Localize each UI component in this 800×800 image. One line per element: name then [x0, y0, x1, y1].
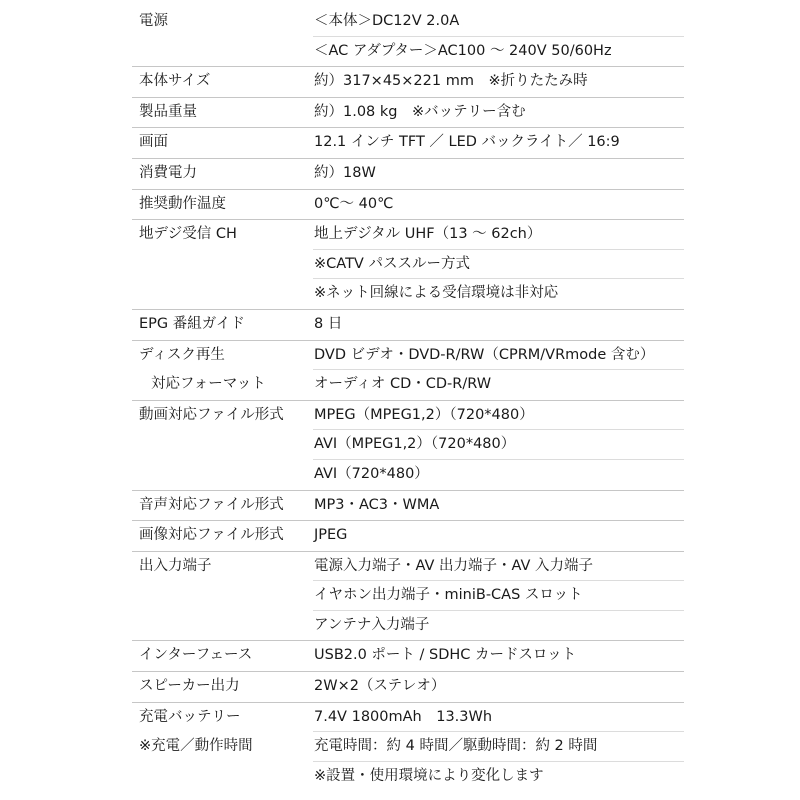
- spec-label: 推奨動作温度: [139, 195, 226, 212]
- spec-row-temperature: [132, 190, 684, 221]
- spec-label-cell: [139, 67, 311, 97]
- spec-value: AVI（MPEG1,2）（720*480）: [313, 430, 684, 460]
- spec-value-cell: [313, 67, 684, 97]
- spec-row-screen: [132, 128, 684, 159]
- spec-label-cell: [139, 672, 311, 702]
- spec-label: 本体サイズ: [139, 73, 211, 90]
- spec-row-speaker: [132, 672, 684, 703]
- spec-label-cell: [139, 491, 311, 521]
- spec-value: 7.4V 1800mAh 13.3Wh: [313, 703, 684, 733]
- spec-value: ＜AC アダプター＞AC100 ～ 240V 50/60Hz: [314, 42, 612, 59]
- spec-value: USB2.0 ポート / SDHC カードスロット: [314, 647, 577, 664]
- spec-label: 出入力端子: [139, 557, 212, 574]
- spec-value-cell: [313, 310, 684, 340]
- spec-value: ＜本体＞DC12V 2.0A: [313, 7, 684, 37]
- spec-value-cell: [313, 190, 684, 220]
- spec-value: 2W×2（ステレオ）: [314, 678, 446, 695]
- spec-value: 12.1 インチ TFT ／ LED バックライト／ 16:9: [314, 134, 620, 151]
- spec-value: DVD ビデオ・DVD-R/RW（CPRM/VRmode 含む）: [313, 341, 684, 371]
- spec-label: 動画対応ファイル形式: [139, 406, 284, 423]
- spec-label: スピーカー出力: [139, 678, 240, 695]
- spec-label: 充電バッテリー: [139, 708, 241, 725]
- spec-label: EPG 番組ガイド: [139, 315, 245, 332]
- spec-label: 電源: [139, 13, 168, 29]
- spec-label: 地デジ受信 CH: [139, 226, 237, 243]
- spec-label-cell: [139, 220, 311, 250]
- spec-value-cell: [313, 401, 684, 490]
- spec-value: オーディオ CD・CD-R/RW: [314, 376, 492, 393]
- spec-row-battery: [132, 703, 684, 792]
- spec-label: 消費電力: [139, 164, 197, 181]
- spec-label: 対応フォーマット: [151, 376, 266, 393]
- spec-value: AVI（720*480）: [314, 465, 429, 482]
- spec-value: JPEG: [314, 527, 348, 544]
- spec-row-audio-format: [132, 491, 684, 522]
- spec-value: 約）317×45×221 mm ※折りたたみ時: [314, 73, 588, 90]
- spec-label-cell: [139, 703, 311, 762]
- spec-value: 8 日: [314, 315, 343, 332]
- spec-label-cell: [139, 521, 311, 551]
- spec-value-cell: [313, 641, 684, 671]
- spec-label-cell: [139, 7, 311, 37]
- spec-row-io-ports: [132, 552, 684, 642]
- spec-value: アンテナ入力端子: [314, 616, 430, 633]
- spec-row-weight: [132, 98, 684, 129]
- spec-value: 0℃～ 40℃: [314, 195, 394, 212]
- spec-label-cell: [139, 159, 311, 189]
- spec-label: 画像対応ファイル形式: [139, 527, 284, 544]
- spec-value-cell: [313, 491, 684, 521]
- spec-value: 約）1.08 kg ※バッテリー含む: [314, 103, 526, 120]
- spec-row-size: [132, 67, 684, 98]
- spec-value-cell: [313, 159, 684, 189]
- spec-value: 地上デジタル UHF（13 ～ 62ch）: [313, 220, 684, 250]
- spec-value: ※CATV パススルー方式: [313, 250, 684, 280]
- spec-label-cell: [139, 401, 311, 431]
- spec-label-cell: [139, 341, 311, 400]
- spec-label-cell: [139, 128, 311, 158]
- spec-label-cell: [139, 641, 311, 671]
- spec-value: 充電時間：約 4 時間／駆動時間：約 2 時間: [313, 732, 684, 762]
- spec-label-cell: [139, 310, 311, 340]
- spec-row-power: [132, 7, 684, 67]
- spec-row-power-consumption: [132, 159, 684, 190]
- spec-label-cell: [139, 190, 311, 220]
- spec-label: 音声対応ファイル形式: [139, 496, 284, 513]
- spec-label: ※充電／動作時間: [139, 738, 253, 755]
- spec-value-cell: [313, 98, 684, 128]
- spec-label: ディスク再生: [139, 346, 225, 363]
- spec-label: 画面: [139, 134, 168, 151]
- spec-table: [132, 7, 684, 791]
- spec-row-image-format: [132, 521, 684, 552]
- spec-value: MP3・AC3・WMA: [314, 496, 440, 513]
- spec-label-cell: [139, 98, 311, 128]
- spec-label: インターフェース: [139, 647, 253, 664]
- spec-value-cell: [313, 672, 684, 702]
- spec-row-epg: [132, 310, 684, 341]
- spec-row-disc: [132, 341, 684, 401]
- spec-value-cell: [313, 521, 684, 551]
- spec-value: ※設置・使用環境により変化します: [314, 767, 544, 784]
- spec-row-interface: [132, 641, 684, 672]
- spec-value-cell: [313, 220, 684, 309]
- spec-value-cell: [313, 703, 684, 792]
- spec-value-cell: [313, 552, 684, 641]
- spec-row-tuner: [132, 220, 684, 310]
- spec-value: 約）18W: [314, 164, 376, 181]
- spec-value: 電源入力端子・AV 出力端子・AV 入力端子: [313, 552, 684, 582]
- spec-value: MPEG（MPEG1,2）（720*480）: [313, 401, 684, 431]
- spec-label-cell: [139, 552, 311, 582]
- spec-value: イヤホン出力端子・miniB-CAS スロット: [313, 581, 684, 611]
- spec-value-cell: [313, 128, 684, 158]
- spec-value: ※ネット回線による受信環境は非対応: [314, 285, 559, 302]
- spec-label: 製品重量: [139, 103, 197, 120]
- spec-value-cell: [313, 7, 684, 66]
- spec-row-video-format: [132, 401, 684, 491]
- spec-value-cell: [313, 341, 684, 400]
